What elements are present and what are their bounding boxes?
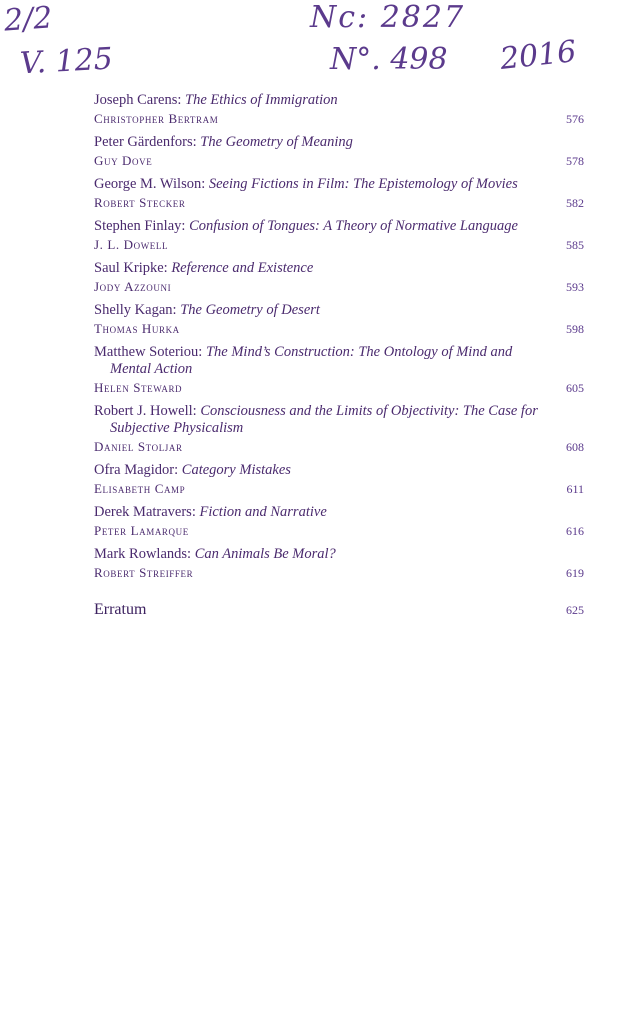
reviewer-name: Robert Stecker [94,195,186,210]
toc-entry [94,302,584,337]
reviewer-name: Helen Steward [94,380,183,395]
book-title-line [94,302,555,319]
reviewer-name: Peter Lamarque [94,523,189,538]
page-number: 616 [566,524,584,538]
toc-entry [94,176,584,211]
book-title-line [94,218,555,235]
erratum-heading: Erratum [94,601,147,618]
book-title: The Geometry of Meaning [200,134,353,150]
page-number: 598 [566,322,584,336]
reviewer-row [94,110,584,127]
page-number: 578 [566,154,584,168]
book-title-line [94,92,555,109]
book-title: Can Animals Be Moral? [194,546,336,562]
reviewer-row [94,379,584,396]
toc-entry [94,403,584,455]
page-number: 605 [566,381,584,395]
book-title-line [94,504,555,521]
reviewer-name: Christopher Bertram [94,111,219,126]
page-number: 619 [566,566,584,580]
book-title-line [94,462,555,479]
reviewer-row [94,320,584,337]
book-title-line [94,134,555,151]
page-number: 593 [566,280,584,294]
book-title-line [94,344,555,378]
book-author: Robert J. Howell: [94,403,197,419]
reviewer-name: Robert Streiffer [94,565,194,580]
page-number: 576 [566,112,584,126]
reviewer-row [94,564,584,581]
book-title: The Ethics of Immigration [185,92,338,108]
book-author: Shelly Kagan: [94,302,177,318]
reviewer-name: Thomas Hurka [94,321,180,336]
page-number: 585 [566,238,584,252]
toc-entry [94,504,584,539]
reviewer-row [94,480,584,497]
reviewer-name: Elisabeth Camp [94,481,186,496]
page-number: 608 [566,440,584,454]
book-author: Stephen Finlay: [94,218,186,234]
erratum-row [94,601,584,619]
reviewer-name: Guy Dove [94,153,153,168]
reviewer-name: Jody Azzouni [94,279,172,294]
book-title: Fiction and Narrative [199,504,327,520]
book-title: Confusion of Tongues: A Theory of Normative Language [189,218,518,234]
reviewer-name: J. L. Dowell [94,237,169,252]
toc-entry [94,546,584,581]
toc-entry [94,344,584,396]
page-number: 611 [566,482,584,496]
reviewer-row [94,194,584,211]
handwritten-note-year: 2016 [498,34,578,77]
reviewer-row [94,152,584,169]
book-title: Seeing Fictions in Film: The Epistemology of Movies [208,176,518,192]
handwritten-note-volume: V. 125 [19,41,114,82]
toc-entry [94,92,584,127]
book-author: Matthew Soteriou: [94,344,203,360]
book-title: The Mind’s Construction: The Ontology of Mind and Mental Action [110,344,513,377]
book-title: Consciousness and the Limits of Objectivity: The Case for Subjective Physicalism [110,403,538,436]
book-author: George M. Wilson: [94,176,206,192]
toc-entry [94,462,584,497]
book-title-line [94,546,555,563]
book-author: Joseph Carens: [94,92,182,108]
book-author: Derek Matravers: [94,504,196,520]
table-of-contents [94,92,584,619]
toc-entry [94,134,584,169]
toc-entry [94,260,584,295]
reviewer-row [94,522,584,539]
erratum-page-number: 625 [566,603,584,617]
book-title-line [94,176,555,193]
toc-entry [94,218,584,253]
book-author: Ofra Magidor: [94,462,179,478]
book-author: Peter Gärdenfors: [94,134,197,150]
reviewer-row [94,236,584,253]
handwritten-note-issue-number: N°. 498 [330,42,448,77]
reviewer-name: Daniel Stoljar [94,439,183,454]
book-author: Mark Rowlands: [94,546,192,562]
reviewer-row [94,278,584,295]
book-title: Reference and Existence [171,260,314,276]
book-author: Saul Kripke: [94,260,168,276]
book-title-line [94,260,555,277]
book-title: The Geometry of Desert [180,302,320,318]
handwritten-note-top-left: 2/2 [2,0,54,39]
page-number: 582 [566,196,584,210]
handwritten-note-call-number: Nc: 2827 [310,0,466,35]
book-title: Category Mistakes [181,462,291,478]
book-title-line [94,403,555,437]
reviewer-row [94,438,584,455]
